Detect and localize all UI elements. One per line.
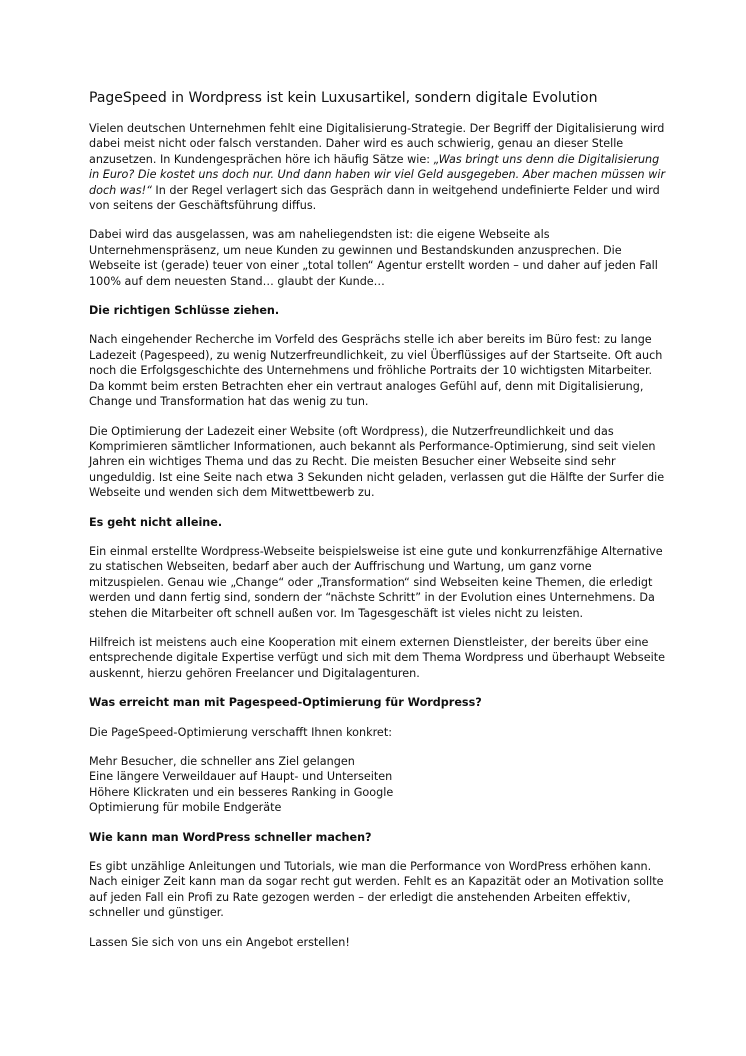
paragraph-cooperation: Hilfreich ist meistens auch eine Kooperation mit einem externen Dienstleister, der bereits über eine entsprechende digitale Expertise verfügt und sich mit dem Thema Wordpress und überhaupt Webseite auskennt, hierzu gehören Freelancer und Digitalagenturen.: [89, 635, 665, 680]
benefits-list: [89, 754, 669, 816]
list-item: Eine längere Verweildauer auf Haupt- und Unterseiten: [89, 770, 393, 784]
heading-not-alone: Es geht nicht alleine.: [89, 515, 223, 529]
paragraph-research: Nach eingehender Recherche im Vorfeld des Gesprächs stelle ich aber bereits im Büro fest: zu lange Ladezeit (Pagespeed), zu wenig Nutzerfreundlichkeit, zu viel Überflüssiges auf der Startseite. Oft auch noch die Erfolgsgeschichte des Unternehmens und fröhliche Portraits der 10 wichtigsten Mitarbeiter. Da kommt beim ersten Betrachten eher ein vertraut analoges Gefühl auf, denn mit Digitalisierung, Change und Transformation hat das wenig zu tun.: [89, 333, 663, 409]
paragraph-intro-text: Vielen deutschen Unternehmen fehlt eine Digitalisierung-Strategie. Der Begriff der Digitalisierung wird dabei meist nicht oder falsch verstanden. Daher wird es auch schwierig, genau an dieser Stelle anzusetzen. In Kundengesprächen höre ich häufig Sätze wie:: [89, 122, 665, 166]
document-page: [89, 88, 669, 964]
heading-conclusions: Die richtigen Schlüsse ziehen.: [89, 304, 280, 318]
paragraph-intro-tail: In der Regel verlagert sich das Gespräch dann in weitgehend undefinierte Felder und wird von seitens der Geschäftsführung diffus.: [89, 183, 660, 213]
paragraph-optimization: Die Optimierung der Ladezeit einer Website (oft Wordpress), die Nutzerfreundlichkeit und das Komprimieren sämtlicher Informationen, auch bekannt als Performance-Optimierung, sind seit vielen Jahren ein wichtiges Thema und das zu Recht. Die meisten Besucher einer Webseite sind sehr ungeduldig. Ist eine Seite nach etwa 3 Sekunden nicht geladen, verlassen gut die Hälfte der Surfer die Webseite und wenden sich dem Mitwettbewerb zu.: [89, 424, 665, 500]
list-item: Optimierung für mobile Endgeräte: [89, 801, 282, 815]
paragraph-call-to-action: Lassen Sie sich von uns ein Angebot erstellen!: [89, 935, 350, 949]
paragraph-benefits-intro: Die PageSpeed-Optimierung verschafft Ihnen konkret:: [89, 725, 392, 739]
document-title: PageSpeed in Wordpress ist kein Luxusartikel, sondern digitale Evolution: [89, 90, 598, 106]
customer-quote: „Was bringt uns denn die Digitalisierung in Euro? Die kostet uns doch nur. Und dann haben wir viel Geld ausgegeben. Aber machen müssen wir doch was!“: [89, 152, 666, 197]
paragraph-tutorials: Es gibt unzählige Anleitungen und Tutorials, wie man die Performance von WordPress erhöhen kann. Nach einiger Zeit kann man da sogar recht gut werden. Fehlt es an Kapazität oder an Motivation sollte auf jeden Fall ein Profi zu Rate gezogen werden – der erledigt die anstehenden Arbeiten effektiv, schneller und günstiger.: [89, 860, 664, 920]
heading-benefits: Was erreicht man mit Pagespeed-Optimierung für Wordpress?: [89, 696, 482, 710]
list-item: Höhere Klickraten und ein besseres Ranking in Google: [89, 785, 394, 799]
paragraph-website: Dabei wird das ausgelassen, was am naheliegendsten ist: die eigene Webseite als Unternehmenspräsenz, um neue Kunden zu gewinnen und Bestandskunden anzusprechen. Die Webseite ist (gerade) teuer von einer „total tollen“ Agentur erstellt worden – und daher auf jeden Fall 100% auf dem neuesten Stand… glaubt der Kunde…: [89, 228, 658, 288]
list-item: Mehr Besucher, die schneller ans Ziel gelangen: [89, 755, 355, 768]
paragraph-wordpress: Ein einmal erstellte Wordpress-Webseite beispielsweise ist eine gute und konkurrenzfähige Alternative zu statischen Webseiten, bedarf aber auch der Auffrischung und Wartung, um ganz vorne mitzuspielen. Genau wie „Change“ oder „Transformation“ sind Webseiten keine Themen, die erledigt werden und dann fertig sind, sondern der “nächste Schritt” in der Evolution eines Unternehmens. Da stehen die Mitarbeiter oft schnell außen vor. Im Tagesgeschäft ist vieles nicht zu leisten.: [89, 544, 663, 620]
paragraph-intro: [89, 121, 669, 213]
heading-faster: Wie kann man WordPress schneller machen?: [89, 830, 372, 844]
